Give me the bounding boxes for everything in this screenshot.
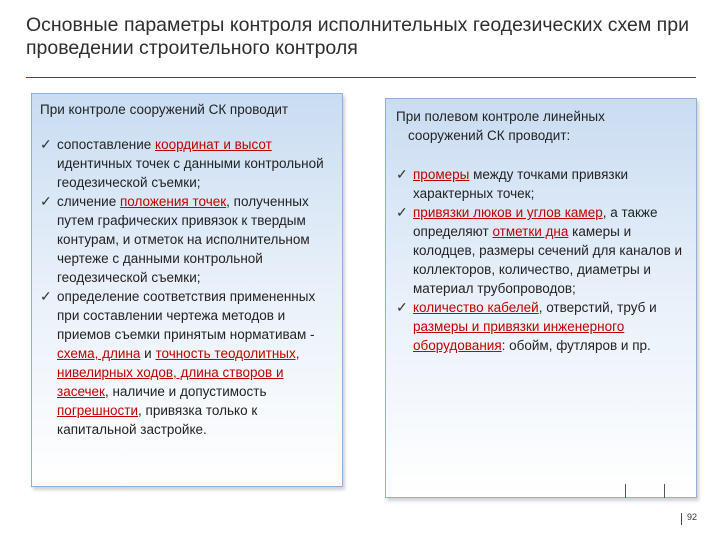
- list-item: [396, 165, 688, 203]
- highlight-text: погрешности: [57, 403, 139, 418]
- item-text: сличение: [57, 194, 120, 209]
- checkmark-icon: ✓: [40, 136, 52, 152]
- right-checklist: [396, 165, 688, 355]
- item-text: сопоставление: [57, 137, 156, 152]
- right-panel-heading: [396, 107, 688, 145]
- checkmark-icon: ✓: [40, 288, 52, 304]
- left-checklist: [40, 135, 336, 439]
- item-text: идентичных точек с данными контрольной геодезической съемки;: [57, 156, 324, 190]
- highlight-text: точность теодолитных, нивелирных ходов, длина створов и засечек: [57, 346, 300, 399]
- highlight-text: положения точек: [119, 194, 227, 209]
- item-text: между точками привязки характерных точек;: [413, 167, 629, 201]
- page-title: Основные параметры контроля исполнительных геодезических схем при проведении строительного контроля: [26, 14, 689, 59]
- list-item: [40, 192, 336, 287]
- list-item: [40, 287, 336, 439]
- left-panel-heading: При контроле сооружений СК проводит: [40, 102, 289, 117]
- item-text: , наличие и допустимость: [104, 384, 267, 399]
- highlight-text: привязки люков и углов камер: [413, 205, 603, 220]
- decorative-marker: [625, 484, 665, 498]
- highlight-text: координат и высот: [155, 137, 272, 152]
- heading-line: сооружений СК проводит:: [408, 128, 571, 143]
- highlight-text: количество кабелей: [413, 300, 539, 315]
- checkmark-icon: ✓: [396, 166, 408, 182]
- list-item: [396, 298, 688, 355]
- checkmark-icon: ✓: [396, 299, 408, 315]
- highlight-text: промеры: [413, 167, 470, 182]
- heading-line: При полевом контроле линейных: [396, 109, 605, 124]
- list-item: [396, 203, 688, 298]
- right-panel: [385, 98, 697, 498]
- item-text: , привязка только к капитальной застройке.: [57, 403, 258, 437]
- page-number: 92: [687, 512, 698, 522]
- item-text: , полученных путем графических привязок к твердым контурам, и отметок на исполнительном чертеже с данными контрольной геодезической съемки;: [57, 194, 310, 285]
- item-text: и: [140, 346, 156, 361]
- item-text: определение соответствия примененных при составлении чертежа методов и приемов съемки принятым нормативам -: [57, 289, 316, 342]
- highlight-text: размеры и привязки инженерного оборудования: [413, 319, 625, 353]
- list-item: [40, 135, 336, 192]
- title-divider: [26, 77, 696, 78]
- item-text: , отверстий, труб и: [538, 300, 657, 315]
- checkmark-icon: ✓: [40, 193, 52, 209]
- item-text: камеры и колодцев, размеры сечений для каналов и коллекторов, количество, диаметры и материал трубопроводов;: [413, 224, 683, 296]
- checkmark-icon: ✓: [396, 204, 408, 220]
- left-panel: [31, 93, 343, 487]
- highlight-text: отметки дна: [492, 224, 569, 239]
- page-number-divider: [681, 513, 682, 525]
- item-text: : обойм, футляров и пр.: [501, 338, 651, 353]
- item-text: , а также определяют: [413, 205, 658, 239]
- highlight-text: схема, длина: [57, 346, 141, 361]
